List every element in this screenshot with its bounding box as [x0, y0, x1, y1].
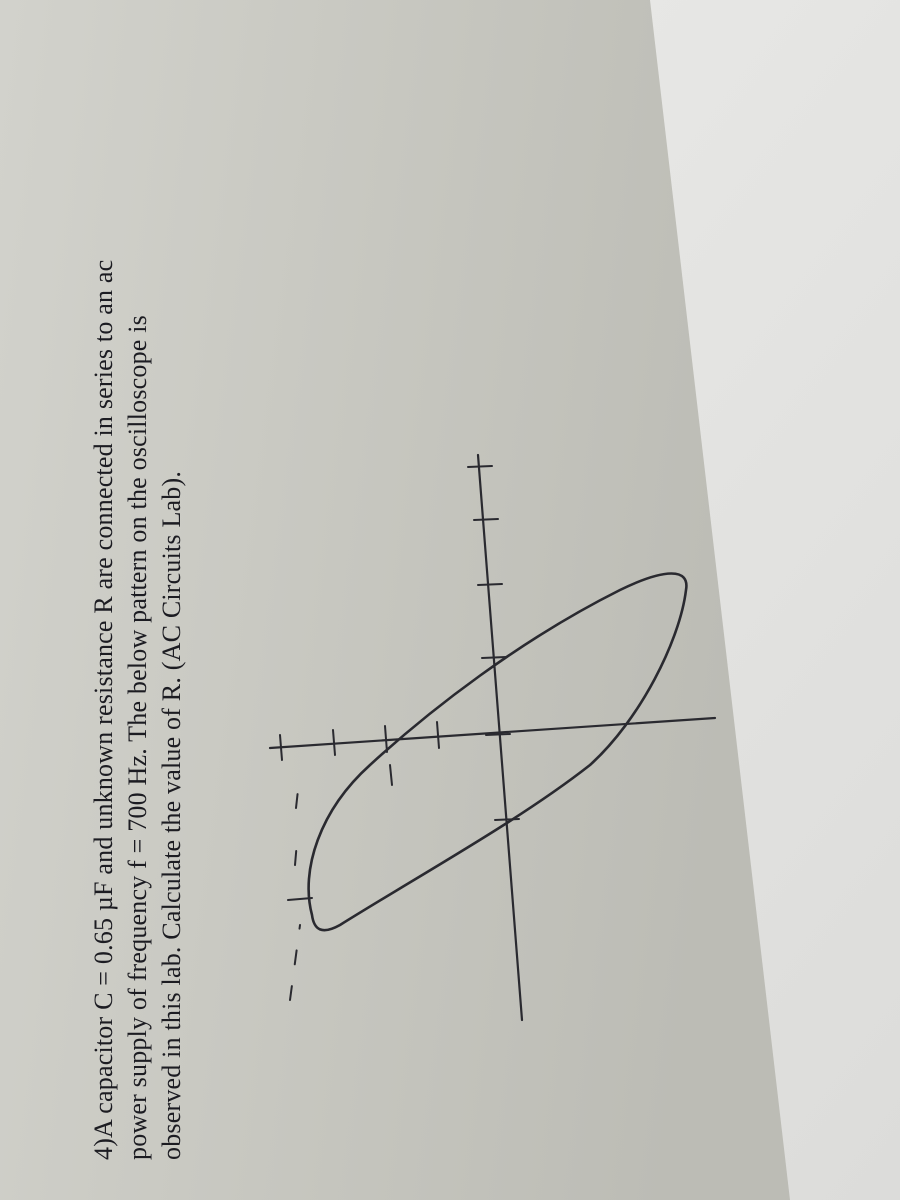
axis-line-primary — [478, 455, 522, 1020]
question-line-3: observed in this lab. Calculate the value of R. (AC Circuits Lab). — [157, 470, 186, 1160]
question-line-2: power supply of frequency f = 700 Hz. The below pattern on the oscilloscope is — [123, 315, 152, 1160]
question-line-1: 4)A capacitor C = 0.65 µF and unknown resistance R are connected in series to an ac — [89, 259, 118, 1160]
dashed-guide-line — [290, 790, 300, 1000]
axis-line-secondary — [270, 718, 715, 748]
lissajous-ellipse — [309, 574, 687, 931]
